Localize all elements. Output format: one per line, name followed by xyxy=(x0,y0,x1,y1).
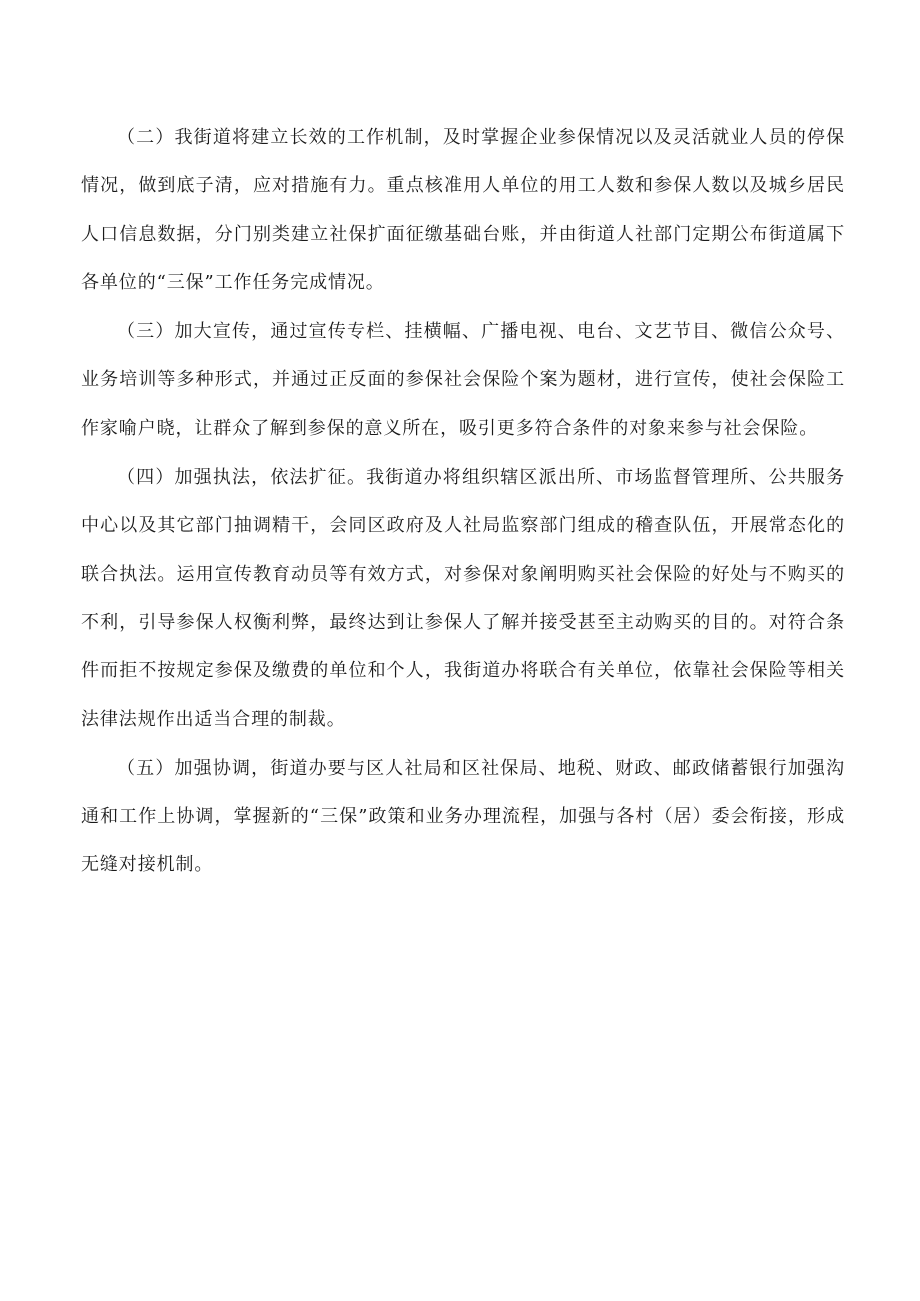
paragraph-section-4: （四）加强执法，依法扩征。我街道办将组织辖区派出所、市场监督管理所、公共服务中心以及其它部门抽调精干，会同区政府及人社局监察部门组成的稽查队伍，开展常态化的联合执法。运用宣传教育动员等有效方式，对参保对象阐明购买社会保险的好处与不购买的不利，引导参保人权衡利弊，最终达到让参保人了解并接受甚至主动购买的目的。对符合条件而拒不按规定参保及缴费的单位和个人，我街道办将联合有关单位，依靠社会保险等相关法律法规作出适当合理的制裁。 xyxy=(81,467,845,730)
paragraph-section-5: （五）加强协调，街道办要与区人社局和区社保局、地税、财政、邮政储蓄银行加强沟通和工作上协调，掌握新的“三保”政策和业务办理流程，加强与各村（居）委会衔接，形成无缝对接机制。 xyxy=(81,757,845,876)
paragraph-section-2: （二）我街道将建立长效的工作机制，及时掌握企业参保情况以及灵活就业人员的停保情况，做到底子清，应对措施有力。重点核准用人单位的用工人数和参保人数以及城乡居民人口信息数据，分门别类建立社保扩面征缴基础台账，并由街道人社部门定期公布街道属下各单位的“三保”工作任务完成情况。 xyxy=(81,127,845,293)
paragraph-section-3: （三）加大宣传，通过宣传专栏、挂横幅、广播电视、电台、文艺节目、微信公众号、业务培训等多种形式，并通过正反面的参保社会保险个案为题材，进行宣传，使社会保险工作家喻户晓，让群众了解到参保的意义所在，吸引更多符合条件的对象来参与社会保险。 xyxy=(81,321,845,439)
document-body xyxy=(81,114,845,891)
